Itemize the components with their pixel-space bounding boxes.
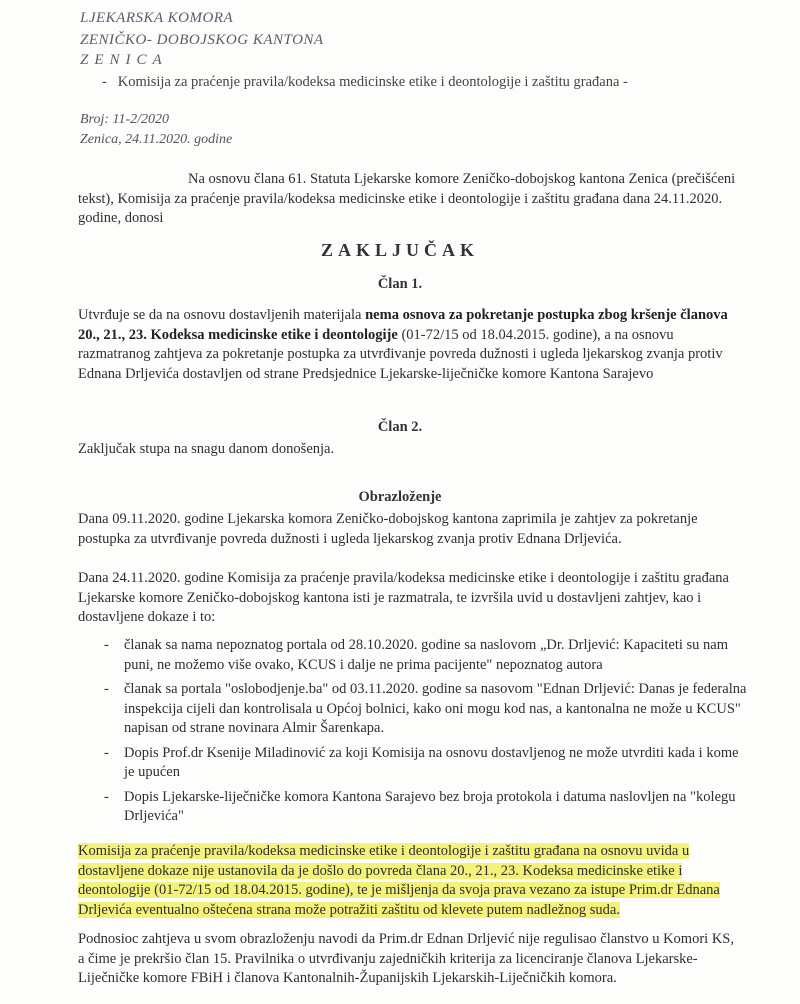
org-city: ZENICA (80, 52, 168, 68)
org-name-line1: LJEKARSKA KOMORA (80, 10, 234, 26)
article-1-body: Utvrđuje se da na osnovu dostavljenih materijala nema osnova za pokretanje postupka zbog kršenje članova 20., 21., 23. Kodeksa medicinske etike i deontologije (01-72/15 od 18.04.2015. godine), a na osnovu razmatranog zahtjeva za pokretanje postupka za utvrđivanje povreda dužnosti i ugleda ljekarskog zvanja protiv Ednana Drljevića dostavljen od strane Predsjednice Ljekarske-liječničke komore Kantona Sarajevo (78, 307, 728, 382)
document-date: Zenica, 24.11.2020. godine (80, 132, 233, 147)
list-item: - Dopis Prof.dr Ksenije Miladinović za koji Komisija na osnovu dostavljenog ne može utvrditi kada i kome je upućen (100, 744, 750, 783)
list-item: - članak sa nama nepoznatog portala od 28.10.2020. godine sa naslovom „Dr. Drljević: Kapaciteti su nam puni, ne možemo više ovako, KCUS i dalje ne prima pacijente" nepoznatog autora (100, 636, 750, 675)
commission-subtitle: - Komisija za praćenje pravila/kodeksa medicinske etike i deontologije i zaštitu građana - (102, 74, 628, 90)
org-name-line2: ZENIČKO- DOBOJSKOG KANTONA (80, 32, 324, 48)
highlighted-conclusion (78, 842, 743, 920)
reasoning-paragraph-last: Podnosioc zahtjeva u svom obrazloženju navodi da Prim.dr Ednan Drljević nije regulisao članstvo u Komori KS, a čime je prekršio član 15. Pravilnika o utvrđivanju zajedničkih kriterija za licenciranje članova Ljekarske-Liječničke komore FBiH i članova Kantonalnih-Županijskih Ljekarskih-Liječničkih komora. (78, 931, 734, 986)
document-number: Broj: 11-2/2020 (80, 112, 170, 127)
evidence-list (100, 636, 750, 832)
document-title: ZAKLJUČAK (320, 240, 479, 260)
highlight-mark: Komisija za praćenje pravila/kodeksa medicinske etike i deontologije i zaštitu građana na osnovu uvida u dostavljene dokaze nije ustanovila da je došlo do povreda člana 20., 21., 23. Kodeksa medicinske etike i deontologije (01-72/15 od 18.04.2015. godine), te je mišljenja da svoja prava vezano za istupe Prim.dr Ednana Drljevića eventualno oštećena strana može potražiti zaštitu od klevete putem nadležnog suda. (78, 843, 720, 918)
article-1-heading: Član 1. (377, 276, 423, 292)
article-2-heading: Član 2. (377, 419, 423, 435)
reasoning-heading: Obrazloženje (358, 489, 442, 505)
reasoning-paragraph-2: Dana 24.11.2020. godine Komisija za praćenje pravila/kodeksa medicinske etike i deontologije i zaštitu građana Ljekarske komore Zeničko-dobojskog kantona isti je razmatrala, te izvršila uvid u dostavljeni zahtjev, kao i dostavljene dokaze i to: (78, 570, 729, 625)
article-1-bold: nema osnova za pokretanje postupka zbog kršenje članova 20., 21., 23. Kodeksa medicinske etike i deontologije (78, 307, 728, 343)
list-item: - Dopis Ljekarske-liječničke komora Kantona Sarajevo bez broja protokola i datuma naslovljen na "kolegu Drljevića" (100, 788, 750, 827)
list-item: - članak sa portala "oslobodjenje.ba" od 03.11.2020. godine sa nasovom "Ednan Drljević: Danas je federalna inspekcija cijeli dan kontrolisala u Općoj bolnici, kako oni mogu kod nas, a kantonalna ne može u KCUS" napisan od strane novinara Almir Šarenkapa. (100, 680, 750, 739)
article-2-body: Zaključak stupa na snagu danom donošenja. (78, 441, 335, 457)
intro-paragraph: Na osnovu člana 61. Statuta Ljekarske komore Zeničko-dobojskog kantona Zenica (prečišćeni tekst), Komisija za praćenje pravila/kodeksa medicinske etike i deontologije i zaštitu građana dana 24.11.2020. godine, donosi (78, 171, 736, 226)
reasoning-paragraph-1: Dana 09.11.2020. godine Ljekarska komora Zeničko-dobojskog kantona zaprimila je zahtjev za pokretanje postupka za utvrđivanje povreda dužnosti i ugleda ljekarskog zvanja protiv Ednana Drljevića. (78, 511, 698, 547)
